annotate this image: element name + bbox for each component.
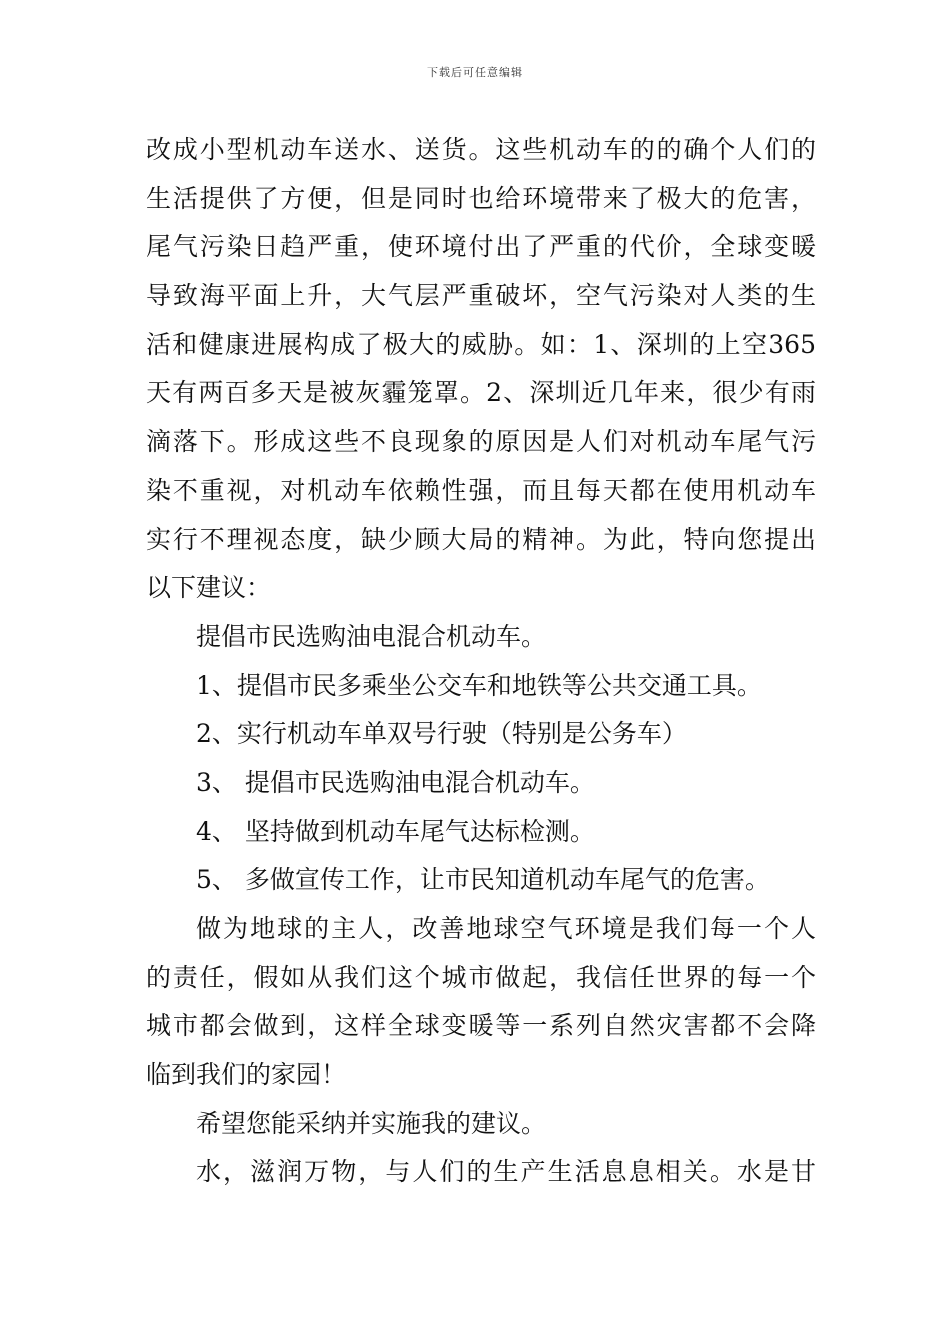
list-item: 5、 多做宣传工作，让市民知道机动车尾气的危害。 [196,865,770,895]
list-item: 1、提倡市民多乘坐公交车和地铁等公共交通工具。 [196,670,762,700]
text-line: 尾气污染日趋严重，使环境付出了严重的代价，全球变暖 [146,232,816,262]
text-line: 活和健康进展构成了极大的威胁。如：1、深圳的上空365 [146,329,816,359]
list-item: 4、 坚持做到机动车尾气达标检测。 [196,816,595,846]
text-line: 的责任，假如从我们这个城市做起，我信任世界的每一个 [146,962,816,992]
list-item: 3、 提倡市民选购油电混合机动车。 [196,767,595,797]
text-line: 改成小型机动车送水、送货。这些机动车的的确个人们的 [146,135,816,164]
text-line: 滴落下。形成这些不良现象的原因是人们对机动车尾气污 [146,427,816,457]
page-header-note: 下载后可任意编辑 [427,66,523,79]
text-line: 做为地球的主人，改善地球空气环境是我们每一个人 [196,914,816,943]
text-line: 实行不理视态度，缺少顾大局的精神。为此，特向您提出 [146,524,816,554]
list-item: 2、实行机动车单双号行驶（特别是公务车） [196,719,687,749]
text-line: 水，滋润万物，与人们的生产生活息息相关。水是甘 [196,1157,816,1187]
text-line: 城市都会做到，这样全球变暖等一系列自然灾害都不会降 [146,1011,816,1041]
text-line: 希望您能采纳并实施我的建议。 [196,1108,547,1138]
text-line: 提倡市民选购油电混合机动车。 [196,621,547,651]
text-line: 生活提供了方便，但是同时也给环境带来了极大的危害， [146,183,816,213]
text-line: 导致海平面上升，大气层严重破坏，空气污染对人类的生 [146,281,816,311]
document-body [146,126,816,1197]
text-line: 染不重视，对机动车依赖性强，而且每天都在使用机动车 [146,475,816,505]
text-line: 天有两百多天是被灰霾笼罩。2、深圳近几年来，很少有雨 [146,378,816,408]
text-line: 以下建议： [146,573,272,603]
text-line: 临到我们的家园！ [146,1060,347,1090]
